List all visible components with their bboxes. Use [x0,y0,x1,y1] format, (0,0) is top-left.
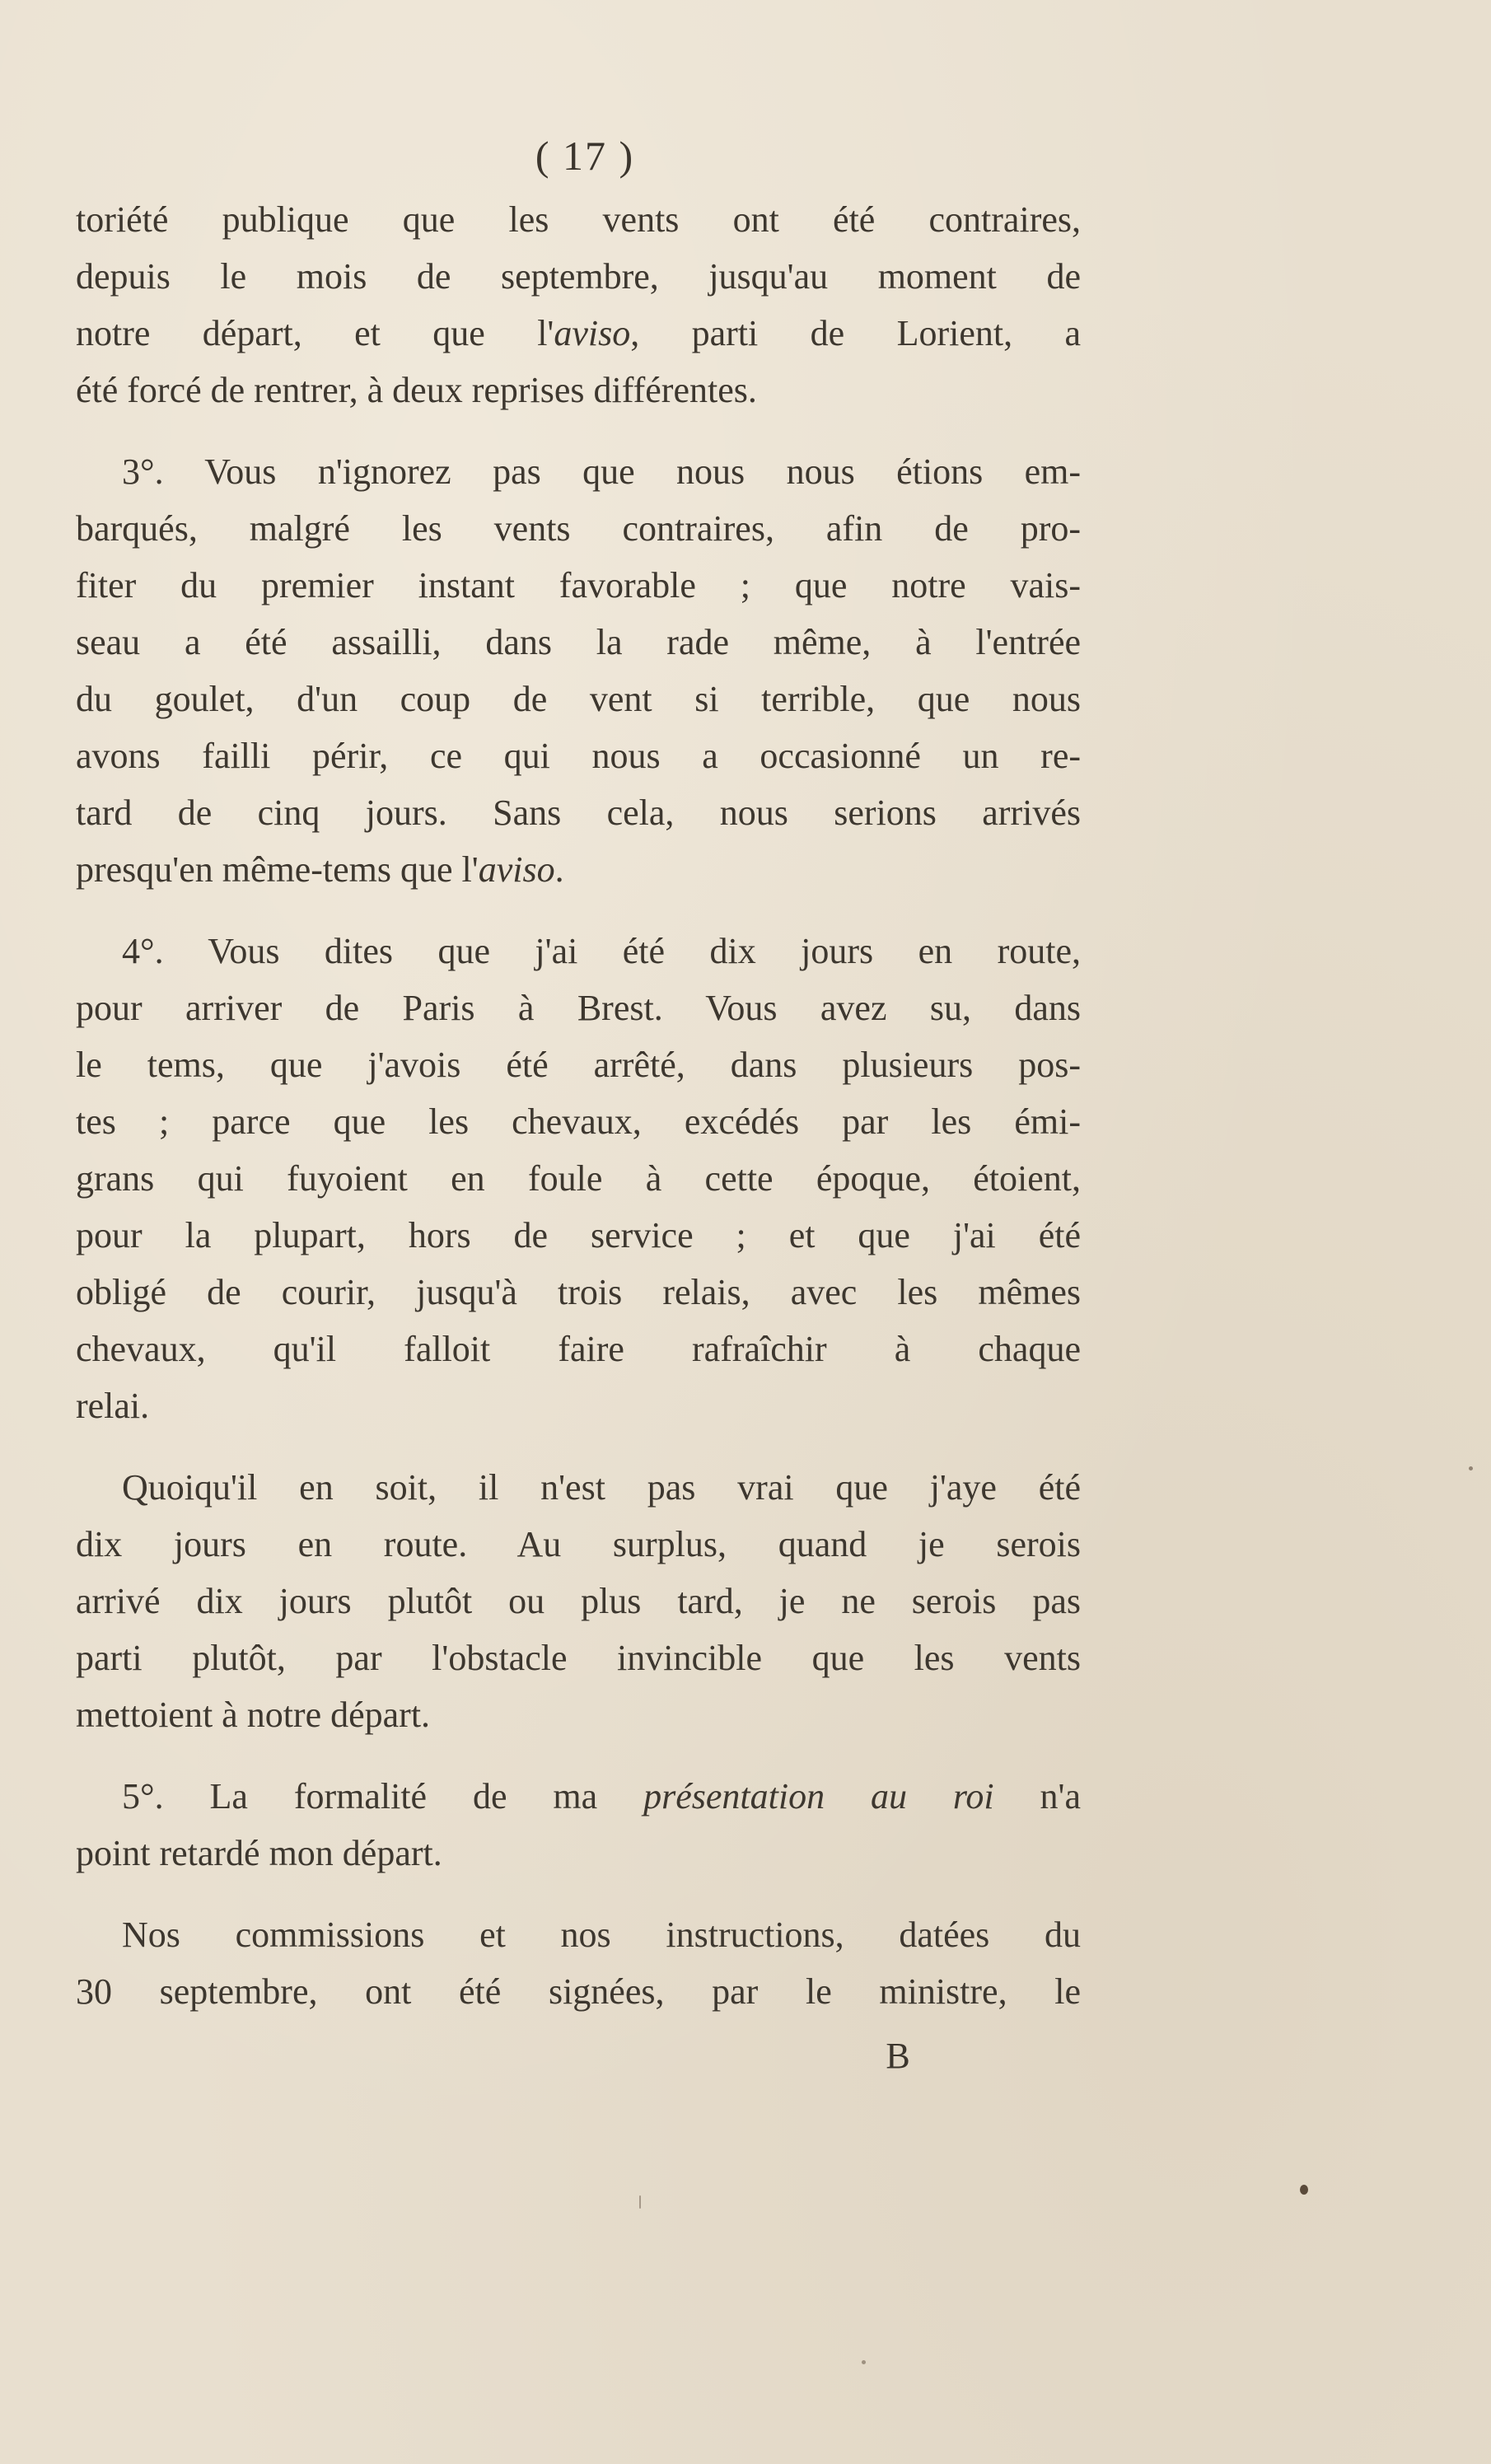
paper-speck [1469,1466,1473,1470]
text-line: grans qui fuyoient en foule à cette époque, étoient, [76,1158,1081,1199]
paragraph-3 [76,923,1081,1434]
paragraph-4 [76,1459,1081,1743]
text-line: pour arriver de Paris à Brest. Vous avez su, dans [76,988,1081,1028]
text-line: relai. [76,1386,150,1426]
paper-speck [639,2195,641,2209]
paragraph-6 [76,1906,1081,2020]
paragraph-5 [76,1768,1081,1882]
text-line: 30 septembre, ont été signées, par le ministre, le [76,1971,1081,2012]
text-line: seau a été assailli, dans la rade même, à l'entrée [76,622,1081,662]
text-line: du goulet, d'un coup de vent si terrible, que nous [76,679,1081,719]
text-line: obligé de courir, jusqu'à trois relais, avec les mêmes [76,1272,1081,1312]
text-line: pour la plupart, hors de service ; et que j'ai été [76,1215,1081,1255]
paragraph-1 [76,191,1081,418]
text-line: avons failli périr, ce qui nous a occasionné un re- [76,736,1081,776]
text-line: été forcé de rentrer, à deux reprises différentes. [76,370,757,410]
text-line: 3°. Vous n'ignorez pas que nous nous étions em- [122,451,1081,492]
body-text [76,191,1081,2020]
text-line: parti plutôt, par l'obstacle invincible que les vents [76,1638,1081,1678]
text-line: fiter du premier instant favorable ; que notre vais- [76,565,1081,605]
text-line: le tems, que j'avois été arrêté, dans plusieurs pos- [76,1045,1081,1085]
text-line: barqués, malgré les vents contraires, afin de pro- [76,508,1081,549]
text-line: toriété publique que les vents ont été contraires, [76,199,1081,240]
text-line: Nos commissions et nos instructions, datées du [122,1915,1081,1955]
paper-speck [862,2360,866,2364]
text-line: point retardé mon départ. [76,1833,442,1873]
text-line: chevaux, qu'il falloit faire rafraîchir à chaque [76,1329,1081,1369]
text-line: notre départ, et que l'aviso, parti de Lorient, a [76,313,1081,353]
text-line: dix jours en route. Au surplus, quand je serois [76,1524,1081,1564]
text-line: 4°. Vous dites que j'ai été dix jours en route, [122,931,1081,971]
text-line: tard de cinq jours. Sans cela, nous serions arrivés [76,793,1081,833]
signature-mark: B [886,2036,910,2076]
text-line: 5°. La formalité de ma présentation au roi n'a [122,1776,1081,1816]
text-line: tes ; parce que les chevaux, excédés par les émi- [76,1101,1081,1142]
text-line: presqu'en même-tems que l'aviso. [76,849,564,890]
paper-speck [1300,2185,1308,2195]
text-line: Quoiqu'il en soit, il n'est pas vrai que j'aye été [122,1467,1081,1508]
text-line: mettoient à notre départ. [76,1695,431,1735]
paragraph-2 [76,443,1081,898]
text-line: arrivé dix jours plutôt ou plus tard, je ne serois pas [76,1581,1081,1621]
text-line: depuis le mois de septembre, jusqu'au moment de [76,256,1081,297]
page-number: ( 17 ) [535,133,635,179]
